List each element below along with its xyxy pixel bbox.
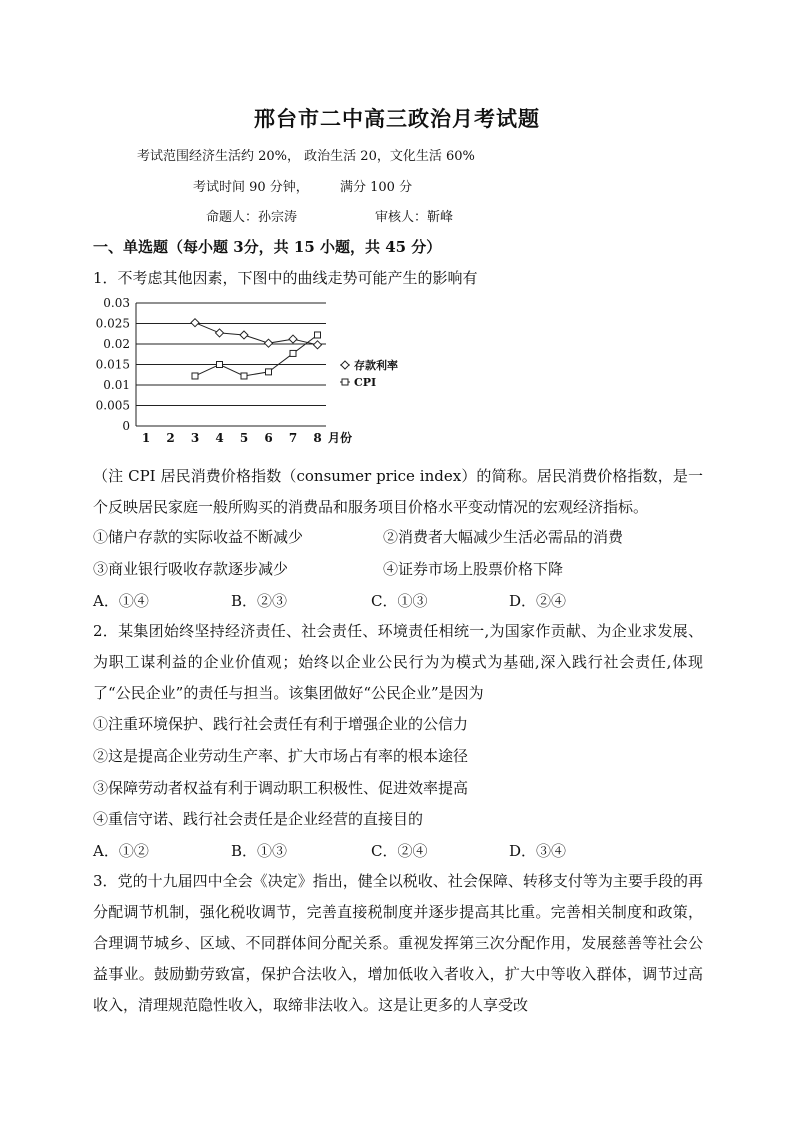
series-line-1 — [195, 323, 318, 345]
exam-reviewer: 审核人：靳峰 — [375, 210, 454, 225]
x-tick-label: 1 — [141, 431, 151, 445]
data-point-diamond — [289, 335, 297, 343]
q1-choice-a[interactable]: A．①④ — [93, 592, 149, 610]
q1-item-2: ②消费者大幅减少生活必需品的消费 — [383, 528, 624, 546]
data-point-square — [315, 332, 321, 338]
data-point-diamond — [191, 319, 199, 327]
series-line-2 — [195, 335, 318, 376]
q1-item-1: ①储户存款的实际收益不断减少 — [93, 528, 304, 546]
x-tick-label: 7 — [288, 431, 298, 445]
x-tick-label: 3 — [190, 431, 200, 445]
data-point-square — [241, 373, 247, 379]
legend-marker-square — [342, 379, 348, 385]
exam-score: 满分 100 分 — [340, 180, 413, 195]
y-tick-label: 0.025 — [95, 316, 130, 331]
data-point-square — [192, 373, 198, 379]
exam-author: 命题人：孙宗涛 — [206, 210, 298, 225]
question-1-note: （注 CPI 居民消费价格指数（consumer price index）的简称。居民消费价格指数，是一个反映居民家庭一般所购买的消费品和服务项目价格水平变动情况的宏观经济指标。 — [93, 467, 703, 516]
page-title: 邢台市二中高三政治月考试题 — [254, 106, 540, 131]
q2-item-2: ②这是提高企业劳动生产率、扩大市场占有率的根本途径 — [93, 747, 469, 765]
q1-chart — [93, 292, 433, 452]
q1-item-4: ④证券市场上股票价格下降 — [383, 560, 564, 578]
q2-choice-d[interactable]: D．③④ — [509, 842, 567, 860]
section-title: 一、单选题（每小题 3分，共 15 小题，共 45 分） — [93, 238, 442, 256]
x-axis-label: 月份 — [328, 431, 353, 445]
q2-item-4: ④重信守诺、践行社会责任是企业经营的直接目的 — [93, 810, 424, 828]
legend-label: 存款利率 — [354, 359, 398, 372]
x-tick-label: 6 — [264, 431, 273, 445]
legend-label: CPI — [354, 376, 377, 389]
y-tick-label: 0.015 — [95, 357, 130, 372]
exam-time: 考试时间 90 分钟， — [193, 180, 309, 195]
data-point-diamond — [240, 331, 248, 339]
y-tick-label: 0.01 — [103, 378, 130, 392]
y-tick-label: 0.005 — [95, 398, 130, 413]
q2-choice-c[interactable]: C．②④ — [371, 842, 428, 860]
y-tick-label: 0.03 — [103, 296, 130, 310]
q2-choice-b[interactable]: B．①③ — [231, 842, 288, 860]
question-1-stem: 1．不考虑其他因素，下图中的曲线走势可能产生的影响有 — [93, 269, 478, 287]
y-tick-label: 0.02 — [103, 337, 130, 351]
x-tick-label: 8 — [313, 431, 322, 445]
data-point-square — [266, 369, 272, 375]
q2-item-3: ③保障劳动者权益有利于调动职工积极性、促进效率提高 — [93, 779, 469, 797]
data-point-diamond — [265, 339, 273, 347]
data-point-square — [217, 362, 223, 368]
question-3-stem: 3．党的十九届四中全会《决定》指出，健全以税收、社会保障、转移支付等为主要手段的再分配调节机制，强化税收调节，完善直接税制度并逐步提高其比重。完善相关制度和政策，合理调节城乡、区域、不同群体间分配关系。重视发挥第三次分配作用，发展慈善等社会公益事业。鼓励勤劳致富，保护合法收入，增加低收入者收入，扩大中等收入群体，调节过高收入，清理规范隐性收入，取缔非法收入。这是让更多的人享受改 — [93, 872, 703, 1014]
q1-choice-c[interactable]: C．①③ — [371, 592, 428, 610]
q2-choice-a[interactable]: A．①② — [93, 842, 149, 860]
question-2-stem: 2．某集团始终坚持经济责任、社会责任、环境责任相统一,为国家作贡献、为企业求发展、为职工谋利益的企业价值观；始终以企业公民行为为模式为基础,深入践行社会责任,体现了“公民企业”的责任与担当。该集团做好“公民企业”是因为 — [93, 622, 703, 702]
chart-svg — [93, 292, 433, 452]
x-tick-label: 2 — [166, 431, 175, 445]
legend-marker-diamond — [341, 361, 349, 369]
data-point-square — [290, 350, 296, 356]
data-point-diamond — [314, 341, 322, 349]
q1-item-3: ③商业银行吸收存款逐步减少 — [93, 560, 289, 578]
q2-item-1: ①注重环境保护、践行社会责任有利于增强企业的公信力 — [93, 715, 469, 733]
x-tick-label: 5 — [239, 431, 249, 445]
exam-scope: 考试范围经济生活约 20%， 政治生活 20，文化生活 60% — [137, 149, 475, 164]
data-point-diamond — [216, 329, 224, 337]
q1-choice-d[interactable]: D．②④ — [509, 592, 567, 610]
y-tick-label: 0 — [122, 419, 130, 433]
x-tick-label: 4 — [215, 431, 224, 445]
q1-choice-b[interactable]: B．②③ — [231, 592, 288, 610]
